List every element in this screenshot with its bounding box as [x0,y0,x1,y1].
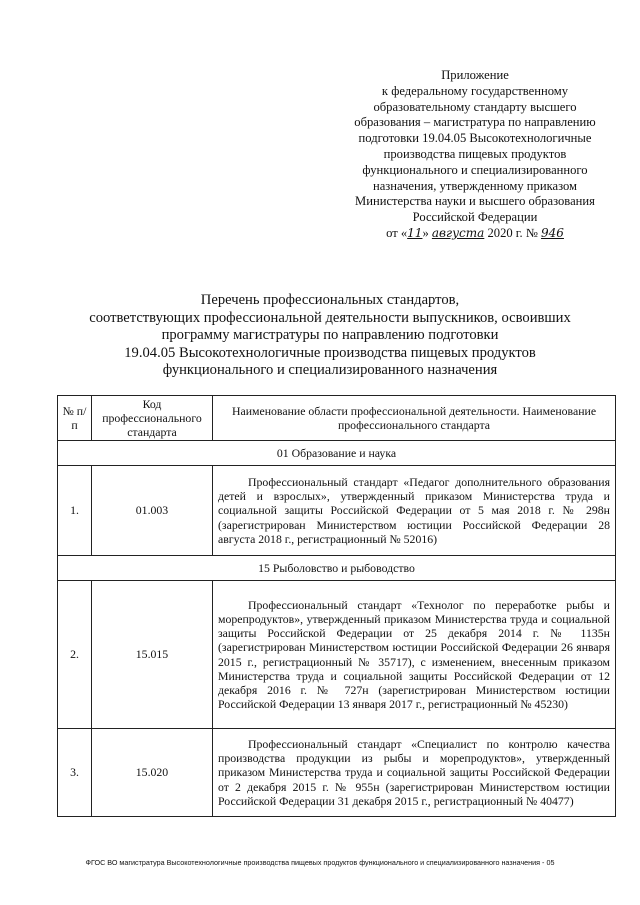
page-footer: ФГОС ВО магистратура Высокотехнологичные производства пищевых продуктов функционального и специализированного назначения - 05 [85,858,555,867]
header-name: Наименование области профессиональной деятельности. Наименование профессионального стандарта [213,396,616,441]
section-title: 01 Образование и наука [58,441,616,466]
appendix-line: к федеральному государственному [381,83,569,98]
table-header-row [58,396,616,441]
row-code: 15.015 [92,581,213,729]
row-code: 15.020 [92,729,213,817]
row-num: 3. [58,729,92,817]
document-title [70,292,590,380]
appendix-block [330,68,620,242]
row-num: 1. [58,466,92,556]
appendix-line: функционального и специализированного [362,162,588,177]
handwritten-day: 11 [407,225,423,240]
appendix-line: подготовки 19.04.05 Высокотехнологичные [358,131,592,146]
title-line: 19.04.05 Высокотехнологичные производства пищевых продуктов [124,344,536,361]
appendix-line: образовательному стандарту высшего [373,99,577,114]
table-row [58,466,616,556]
appendix-line: назначения, утвержденному приказом [372,178,578,193]
handwritten-order-number: 946 [541,225,564,240]
title-line: Перечень профессиональных стандартов, [200,292,460,308]
row-description: Профессиональный стандарт «Технолог по переработке рыбы и морепродуктов», утвержденный приказом Министерства труда и социальной защиты Российской Федерации от 25 декабря 2014 г. № 1135н (зарегистрирован Министерством юстиции Российской Федерации 26 января 2015 г., регистрационный № 35717), с изменением, внесенным приказом Министерства труда и социальной защиты Российской Федерации от 12 декабря 2016 г. № 727н (зарегистрирован Министерством юстиции Российской Федерации 13 января 2017 г., регистрационный № 45230) [213,581,616,729]
appendix-line: образования – магистратура по направлению [354,115,596,130]
header-num: № п/п [58,396,92,441]
appendix-line: Российской Федерации [412,210,538,225]
section-title: 15 Рыболовство и рыбоводство [58,556,616,581]
date-suffix: 2020 г. № [487,225,538,240]
appendix-heading: Приложение [441,68,509,82]
title-line: программу магистратуры по направлению подготовки [161,327,499,344]
order-date-line [330,226,620,242]
table-row [58,581,616,729]
header-code: Код профессионального стандарта [92,396,213,441]
date-prefix: от « [386,225,408,240]
handwritten-month: августа [431,225,485,240]
row-num: 2. [58,581,92,729]
standards-table [57,395,616,817]
row-description: Профессиональный стандарт «Специалист по контролю качества производства продукции из рыбы и морепродуктов», утвержденный приказом Министерства труда и социальной защиты Российской Федерации от 2 декабря 2015 г. № 955н (зарегистрирован Министерством юстиции Российской Федерации 31 декабря 2015 г., регистрационный № 40477) [213,729,616,817]
appendix-line: производства пищевых продуктов [383,146,567,161]
row-description: Профессиональный стандарт «Педагог дополнительного образования детей и взрослых», утвержденный приказом Министерства труда и социальной защиты Российской Федерации от 5 мая 2018 г. № 298н (зарегистрирован Министерством юстиции Российской Федерации 28 августа 2018 г., регистрационный № 52016) [213,466,616,556]
title-line: соответствующих профессиональной деятельности выпускников, освоивших [89,309,571,326]
title-line: функционального и специализированного назначения [162,362,498,379]
row-code: 01.003 [92,466,213,556]
section-row [58,441,616,466]
date-mid: » [422,225,429,240]
table-row [58,729,616,817]
section-row [58,556,616,581]
appendix-line: Министерства науки и высшего образования [355,194,595,209]
